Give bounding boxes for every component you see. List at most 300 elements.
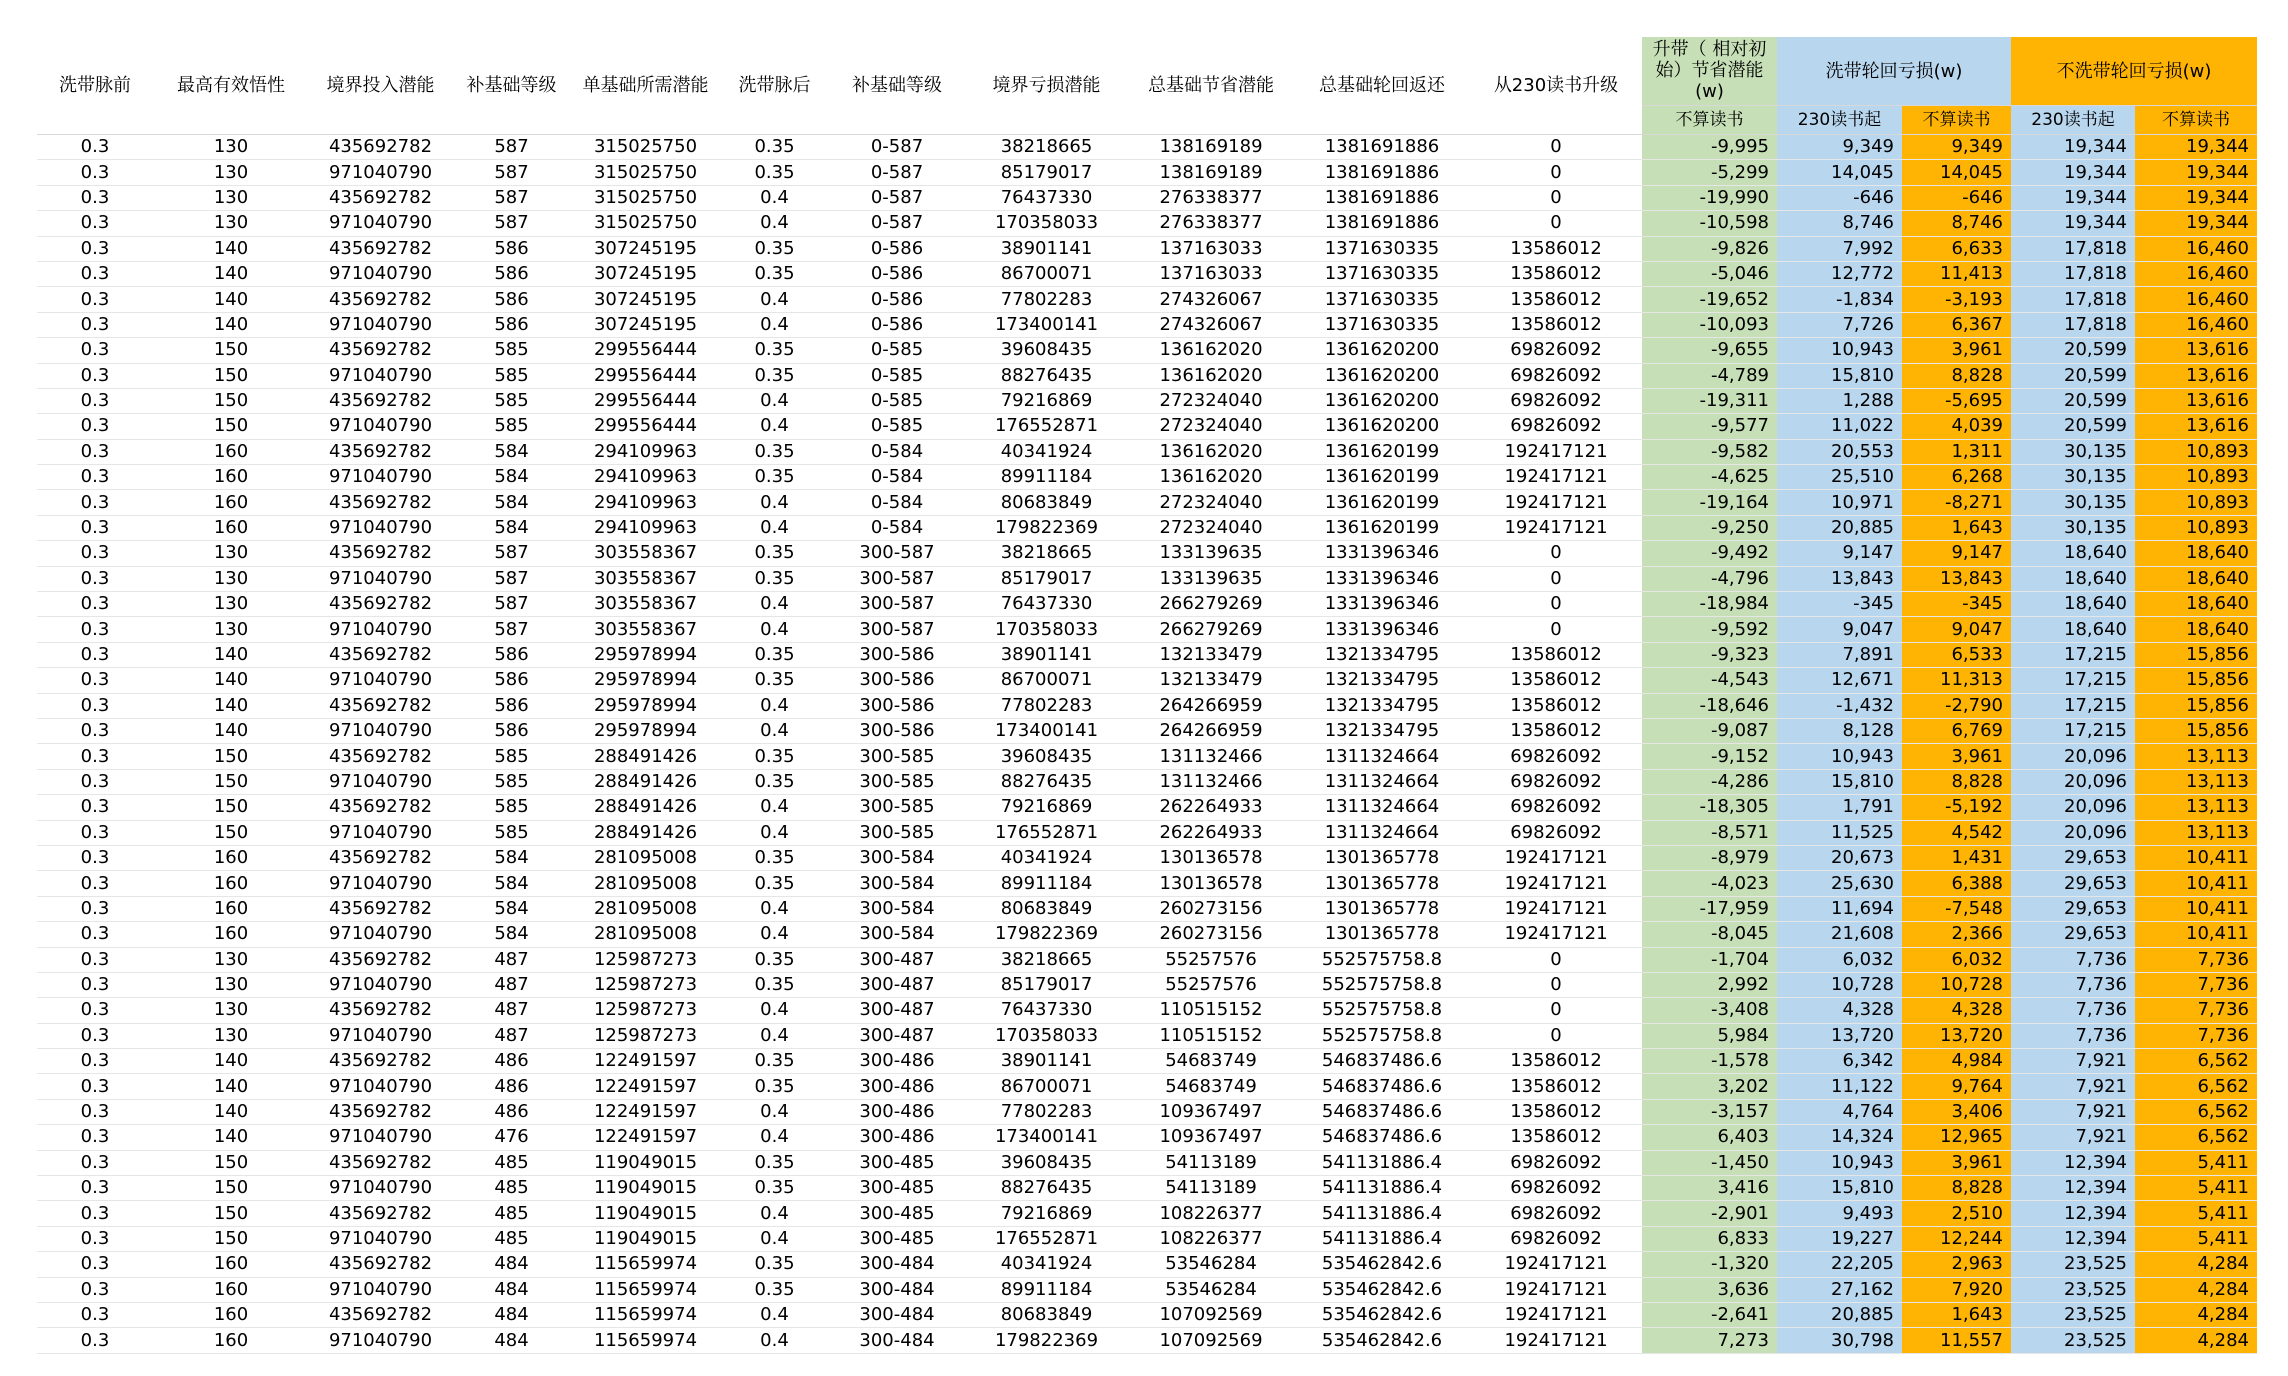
table-cell: 1331396346	[1294, 541, 1470, 566]
table-cell: 109367497	[1128, 1099, 1294, 1124]
table-cell: 23,525	[2011, 1277, 2135, 1302]
table-cell: 140	[153, 668, 309, 693]
table-cell: 18,640	[2135, 566, 2257, 591]
table-cell: 53546284	[1128, 1277, 1294, 1302]
table-cell: 971040790	[309, 1176, 452, 1201]
table-cell: 12,394	[2011, 1176, 2135, 1201]
table-cell: 0.35	[720, 566, 829, 591]
table-cell: 0	[1470, 211, 1642, 236]
table-cell: 30,798	[1777, 1328, 1902, 1353]
table-cell: -4,023	[1642, 871, 1777, 896]
table-cell: 119049015	[571, 1176, 720, 1201]
table-row	[37, 1150, 2257, 1175]
table-cell: 0.35	[720, 1074, 829, 1099]
table-cell: 971040790	[309, 668, 452, 693]
table-cell: 13586012	[1470, 642, 1642, 667]
table-cell: 54683749	[1128, 1074, 1294, 1099]
table-cell: 0.3	[37, 160, 153, 185]
table-cell: 89911184	[965, 871, 1128, 896]
table-cell: 262264933	[1128, 795, 1294, 820]
table-cell: 77802283	[965, 287, 1128, 312]
table-cell: 546837486.6	[1294, 1099, 1470, 1124]
table-cell: 150	[153, 1176, 309, 1201]
table-cell: 435692782	[309, 592, 452, 617]
table-cell: 294109963	[571, 490, 720, 515]
table-row	[37, 160, 2257, 185]
table-cell: 160	[153, 1252, 309, 1277]
header-cell: 单基础所需潜能	[571, 37, 720, 135]
table-cell: 23,525	[2011, 1328, 2135, 1353]
table-cell: 7,736	[2011, 1023, 2135, 1048]
table-cell: 131132466	[1128, 744, 1294, 769]
table-cell: 192417121	[1470, 465, 1642, 490]
table-cell: 4,284	[2135, 1252, 2257, 1277]
table-cell: 6,403	[1642, 1125, 1777, 1150]
table-cell: 300-587	[829, 566, 965, 591]
table-cell: 0.35	[720, 1277, 829, 1302]
table-cell: 435692782	[309, 1302, 452, 1327]
table-cell: 136162020	[1128, 363, 1294, 388]
table-cell: 4,328	[1902, 998, 2011, 1023]
table-cell: -17,959	[1642, 896, 1777, 921]
table-cell: 0.4	[720, 693, 829, 718]
table-cell: 10,411	[2135, 871, 2257, 896]
table-cell: 136162020	[1128, 439, 1294, 464]
table-cell: -2,641	[1642, 1302, 1777, 1327]
table-cell: 435692782	[309, 236, 452, 261]
table-cell: 130	[153, 998, 309, 1023]
table-cell: -9,582	[1642, 439, 1777, 464]
table-cell: 5,411	[2135, 1226, 2257, 1251]
table-cell: 0.35	[720, 439, 829, 464]
table-cell: 0.35	[720, 1150, 829, 1175]
table-cell: 13,616	[2135, 363, 2257, 388]
table-cell: 0.4	[720, 1023, 829, 1048]
table-cell: 125987273	[571, 947, 720, 972]
table-row	[37, 744, 2257, 769]
table-row	[37, 185, 2257, 210]
table-row	[37, 388, 2257, 413]
table-cell: 3,961	[1902, 1150, 2011, 1175]
table-cell: 587	[452, 617, 571, 642]
table-cell: 300-584	[829, 845, 965, 870]
table-cell: -19,311	[1642, 388, 1777, 413]
table-cell: 1361620199	[1294, 515, 1470, 540]
table-cell: 76437330	[965, 185, 1128, 210]
table-cell: 435692782	[309, 896, 452, 921]
table-cell: -3,193	[1902, 287, 2011, 312]
table-cell: 0.4	[720, 1201, 829, 1226]
table-cell: 130	[153, 566, 309, 591]
table-cell: 485	[452, 1201, 571, 1226]
table-cell: 89911184	[965, 465, 1128, 490]
table-cell: -9,577	[1642, 414, 1777, 439]
table-cell: 108226377	[1128, 1226, 1294, 1251]
table-cell: 546837486.6	[1294, 1125, 1470, 1150]
table-cell: -2,901	[1642, 1201, 1777, 1226]
table-cell: 307245195	[571, 312, 720, 337]
table-cell: 0.3	[37, 1302, 153, 1327]
table-cell: 19,344	[2011, 211, 2135, 236]
table-cell: 585	[452, 795, 571, 820]
table-cell: 586	[452, 642, 571, 667]
subheader-cell: 不算读书	[1902, 106, 2011, 135]
table-cell: 295978994	[571, 718, 720, 743]
table-cell: 11,022	[1777, 414, 1902, 439]
table-row	[37, 769, 2257, 794]
table-cell: 0	[1470, 972, 1642, 997]
table-cell: 435692782	[309, 998, 452, 1023]
table-cell: 1311324664	[1294, 820, 1470, 845]
table-cell: 0-586	[829, 261, 965, 286]
table-cell: 587	[452, 185, 571, 210]
table-cell: 487	[452, 1023, 571, 1048]
table-row	[37, 998, 2257, 1023]
table-cell: 140	[153, 1125, 309, 1150]
table-cell: 20,096	[2011, 795, 2135, 820]
table-cell: 13,843	[1902, 566, 2011, 591]
table-cell: 0-584	[829, 490, 965, 515]
table-row	[37, 718, 2257, 743]
table-cell: 0.3	[37, 769, 153, 794]
table-cell: 130	[153, 1023, 309, 1048]
table-cell: 0.3	[37, 1328, 153, 1353]
table-cell: 585	[452, 363, 571, 388]
table-cell: 0.35	[720, 972, 829, 997]
table-cell: 1381691886	[1294, 160, 1470, 185]
table-cell: 1,791	[1777, 795, 1902, 820]
header-cell: 洗带脉前	[37, 37, 153, 135]
table-cell: 17,818	[2011, 261, 2135, 286]
table-cell: 7,273	[1642, 1328, 1777, 1353]
table-cell: 55257576	[1128, 972, 1294, 997]
table-cell: 25,630	[1777, 871, 1902, 896]
table-cell: 0.3	[37, 1226, 153, 1251]
table-cell: 7,921	[2011, 1125, 2135, 1150]
table-cell: 0.3	[37, 820, 153, 845]
table-cell: 435692782	[309, 135, 452, 160]
table-cell: 38901141	[965, 642, 1128, 667]
table-cell: 484	[452, 1328, 571, 1353]
table-cell: 6,633	[1902, 236, 2011, 261]
table-cell: 486	[452, 1099, 571, 1124]
table-cell: -19,164	[1642, 490, 1777, 515]
table-cell: 160	[153, 1277, 309, 1302]
table-cell: 1331396346	[1294, 592, 1470, 617]
table-cell: 971040790	[309, 820, 452, 845]
table-cell: 69826092	[1470, 820, 1642, 845]
table-cell: 1331396346	[1294, 566, 1470, 591]
table-row	[37, 1328, 2257, 1353]
table-cell: 0.3	[37, 1074, 153, 1099]
table-cell: 119049015	[571, 1201, 720, 1226]
table-cell: 1331396346	[1294, 617, 1470, 642]
table-cell: 971040790	[309, 261, 452, 286]
table-cell: 586	[452, 236, 571, 261]
table-row	[37, 1176, 2257, 1201]
table-cell: -9,592	[1642, 617, 1777, 642]
table-cell: 170358033	[965, 1023, 1128, 1048]
table-cell: 107092569	[1128, 1328, 1294, 1353]
table-cell: 971040790	[309, 566, 452, 591]
table-cell: 39608435	[965, 1150, 1128, 1175]
table-cell: 295978994	[571, 668, 720, 693]
table-cell: 150	[153, 769, 309, 794]
table-cell: -1,320	[1642, 1252, 1777, 1277]
table-cell: 2,963	[1902, 1252, 2011, 1277]
table-cell: 11,694	[1777, 896, 1902, 921]
table-cell: 140	[153, 261, 309, 286]
table-cell: 13586012	[1470, 287, 1642, 312]
table-cell: 13,113	[2135, 769, 2257, 794]
table-cell: 299556444	[571, 363, 720, 388]
table-cell: 0.3	[37, 693, 153, 718]
table-cell: 38218665	[965, 947, 1128, 972]
table-cell: -9,250	[1642, 515, 1777, 540]
table-cell: 150	[153, 338, 309, 363]
table-cell: 0	[1470, 185, 1642, 210]
table-row	[37, 1302, 2257, 1327]
table-cell: 0.35	[720, 668, 829, 693]
table-cell: 18,640	[2011, 566, 2135, 591]
subheader-cell: 不算读书	[1642, 106, 1777, 135]
table-cell: 13,113	[2135, 795, 2257, 820]
table-cell: 13,720	[1902, 1023, 2011, 1048]
table-cell: 10,943	[1777, 744, 1902, 769]
table-cell: 79216869	[965, 388, 1128, 413]
table-cell: 0.3	[37, 185, 153, 210]
table-cell: 1,643	[1902, 1302, 2011, 1327]
table-cell: 8,746	[1902, 211, 2011, 236]
table-cell: 272324040	[1128, 490, 1294, 515]
table-row	[37, 1049, 2257, 1074]
table-cell: 585	[452, 744, 571, 769]
table-cell: 0.3	[37, 744, 153, 769]
table-cell: -19,990	[1642, 185, 1777, 210]
table-cell: 0.35	[720, 845, 829, 870]
table-cell: 1361620199	[1294, 490, 1470, 515]
table-cell: 485	[452, 1150, 571, 1175]
table-cell: 17,818	[2011, 312, 2135, 337]
table-cell: 307245195	[571, 261, 720, 286]
table-cell: 122491597	[571, 1125, 720, 1150]
table-cell: 86700071	[965, 668, 1128, 693]
table-cell: 0.3	[37, 871, 153, 896]
table-cell: -8,045	[1642, 922, 1777, 947]
table-cell: 300-484	[829, 1302, 965, 1327]
table-cell: 1361620199	[1294, 465, 1470, 490]
table-cell: 276338377	[1128, 211, 1294, 236]
table-cell: 587	[452, 211, 571, 236]
table-cell: 173400141	[965, 1125, 1128, 1150]
table-cell: 971040790	[309, 871, 452, 896]
table-cell: 541131886.4	[1294, 1226, 1470, 1251]
table-cell: 0	[1470, 617, 1642, 642]
table-cell: 4,284	[2135, 1277, 2257, 1302]
table-row	[37, 871, 2257, 896]
table-cell: 300-586	[829, 718, 965, 743]
table-cell: 0	[1470, 998, 1642, 1023]
table-cell: 0.3	[37, 465, 153, 490]
table-cell: 0.4	[720, 1226, 829, 1251]
table-cell: 0-585	[829, 338, 965, 363]
table-cell: 300-587	[829, 541, 965, 566]
table-cell: 15,856	[2135, 668, 2257, 693]
table-cell: 300-487	[829, 1023, 965, 1048]
table-body	[37, 135, 2257, 1354]
header-group-nowash: 不洗带轮回亏损(w)	[2011, 37, 2257, 106]
table-cell: 13,616	[2135, 338, 2257, 363]
table-cell: 0.4	[720, 820, 829, 845]
table-cell: 274326067	[1128, 312, 1294, 337]
table-cell: 29,653	[2011, 922, 2135, 947]
table-cell: 300-485	[829, 1176, 965, 1201]
table-cell: 79216869	[965, 1201, 1128, 1226]
data-table	[37, 37, 2257, 1354]
table-cell: 584	[452, 896, 571, 921]
table-row	[37, 617, 2257, 642]
table-cell: 0.3	[37, 668, 153, 693]
table-cell: 585	[452, 769, 571, 794]
table-cell: 18,640	[2011, 541, 2135, 566]
table-cell: 30,135	[2011, 515, 2135, 540]
table-cell: 0.3	[37, 363, 153, 388]
table-row	[37, 439, 2257, 464]
table-cell: 1381691886	[1294, 185, 1470, 210]
table-cell: 0.3	[37, 1150, 153, 1175]
table-cell: 4,542	[1902, 820, 2011, 845]
table-cell: 150	[153, 795, 309, 820]
header-cell: 总基础轮回返还	[1294, 37, 1470, 135]
table-row	[37, 261, 2257, 286]
table-cell: 15,810	[1777, 1176, 1902, 1201]
table-cell: 86700071	[965, 261, 1128, 286]
table-cell: 150	[153, 363, 309, 388]
table-cell: 86700071	[965, 1074, 1128, 1099]
table-cell: 7,726	[1777, 312, 1902, 337]
table-cell: 7,921	[2011, 1074, 2135, 1099]
table-cell: 303558367	[571, 617, 720, 642]
table-cell: 300-487	[829, 972, 965, 997]
table-cell: 0.3	[37, 312, 153, 337]
table-cell: 130	[153, 135, 309, 160]
table-cell: 69826092	[1470, 1176, 1642, 1201]
table-cell: 132133479	[1128, 642, 1294, 667]
table-cell: 0.4	[720, 185, 829, 210]
table-cell: 300-486	[829, 1099, 965, 1124]
table-row	[37, 566, 2257, 591]
table-cell: 20,599	[2011, 338, 2135, 363]
table-cell: 300-484	[829, 1277, 965, 1302]
table-cell: 0.3	[37, 236, 153, 261]
table-cell: 13586012	[1470, 261, 1642, 286]
table-cell: 315025750	[571, 211, 720, 236]
table-cell: 541131886.4	[1294, 1176, 1470, 1201]
subheader-cell: 230读书起	[1777, 106, 1902, 135]
table-cell: 0.3	[37, 566, 153, 591]
table-cell: 150	[153, 1150, 309, 1175]
table-cell: 0.3	[37, 642, 153, 667]
table-cell: 435692782	[309, 541, 452, 566]
table-cell: 0-585	[829, 388, 965, 413]
table-cell: 0	[1470, 135, 1642, 160]
table-cell: 85179017	[965, 160, 1128, 185]
table-cell: 300-484	[829, 1328, 965, 1353]
table-cell: 0-587	[829, 160, 965, 185]
table-cell: 0.35	[720, 1252, 829, 1277]
table-cell: 27,162	[1777, 1277, 1902, 1302]
table-cell: -1,704	[1642, 947, 1777, 972]
table-cell: 4,328	[1777, 998, 1902, 1023]
table-cell: 110515152	[1128, 1023, 1294, 1048]
table-cell: 119049015	[571, 1150, 720, 1175]
table-cell: 160	[153, 490, 309, 515]
table-cell: 160	[153, 845, 309, 870]
table-cell: 300-484	[829, 1252, 965, 1277]
table-cell: 584	[452, 439, 571, 464]
table-cell: 76437330	[965, 998, 1128, 1023]
table-cell: 0-584	[829, 515, 965, 540]
table-cell: 587	[452, 541, 571, 566]
table-cell: 0.3	[37, 1176, 153, 1201]
table-cell: 0.3	[37, 515, 153, 540]
table-cell: 300-586	[829, 642, 965, 667]
table-cell: 20,673	[1777, 845, 1902, 870]
table-cell: 80683849	[965, 490, 1128, 515]
table-cell: 0.3	[37, 388, 153, 413]
table-cell: 69826092	[1470, 414, 1642, 439]
table-cell: -9,995	[1642, 135, 1777, 160]
table-cell: 0.35	[720, 1176, 829, 1201]
table-cell: 552575758.8	[1294, 998, 1470, 1023]
table-cell: 30,135	[2011, 465, 2135, 490]
table-cell: 192417121	[1470, 1302, 1642, 1327]
table-cell: 3,416	[1642, 1176, 1777, 1201]
table-cell: -345	[1902, 592, 2011, 617]
table-cell: 0.3	[37, 211, 153, 236]
table-cell: 9,047	[1777, 617, 1902, 642]
table-cell: 485	[452, 1226, 571, 1251]
table-cell: 173400141	[965, 312, 1128, 337]
table-cell: 77802283	[965, 1099, 1128, 1124]
table-cell: 0-584	[829, 465, 965, 490]
table-cell: 130	[153, 160, 309, 185]
table-cell: 281095008	[571, 845, 720, 870]
table-cell: 294109963	[571, 465, 720, 490]
table-cell: 294109963	[571, 515, 720, 540]
table-cell: -1,432	[1777, 693, 1902, 718]
table-cell: 0.4	[720, 1099, 829, 1124]
table-cell: 1321334795	[1294, 693, 1470, 718]
table-cell: 535462842.6	[1294, 1277, 1470, 1302]
table-cell: 16,460	[2135, 312, 2257, 337]
table-cell: -5,192	[1902, 795, 2011, 820]
table-cell: 6,562	[2135, 1074, 2257, 1099]
table-cell: 80683849	[965, 1302, 1128, 1327]
table-row	[37, 845, 2257, 870]
table-cell: 586	[452, 668, 571, 693]
table-cell: 0.3	[37, 845, 153, 870]
table-cell: 40341924	[965, 439, 1128, 464]
header-cell: 最高有效悟性	[153, 37, 309, 135]
table-cell: 315025750	[571, 185, 720, 210]
table-cell: 6,769	[1902, 718, 2011, 743]
table-cell: 971040790	[309, 312, 452, 337]
table-cell: 7,736	[2011, 998, 2135, 1023]
table-cell: 10,411	[2135, 845, 2257, 870]
table-cell: 192417121	[1470, 1328, 1642, 1353]
table-cell: 971040790	[309, 414, 452, 439]
